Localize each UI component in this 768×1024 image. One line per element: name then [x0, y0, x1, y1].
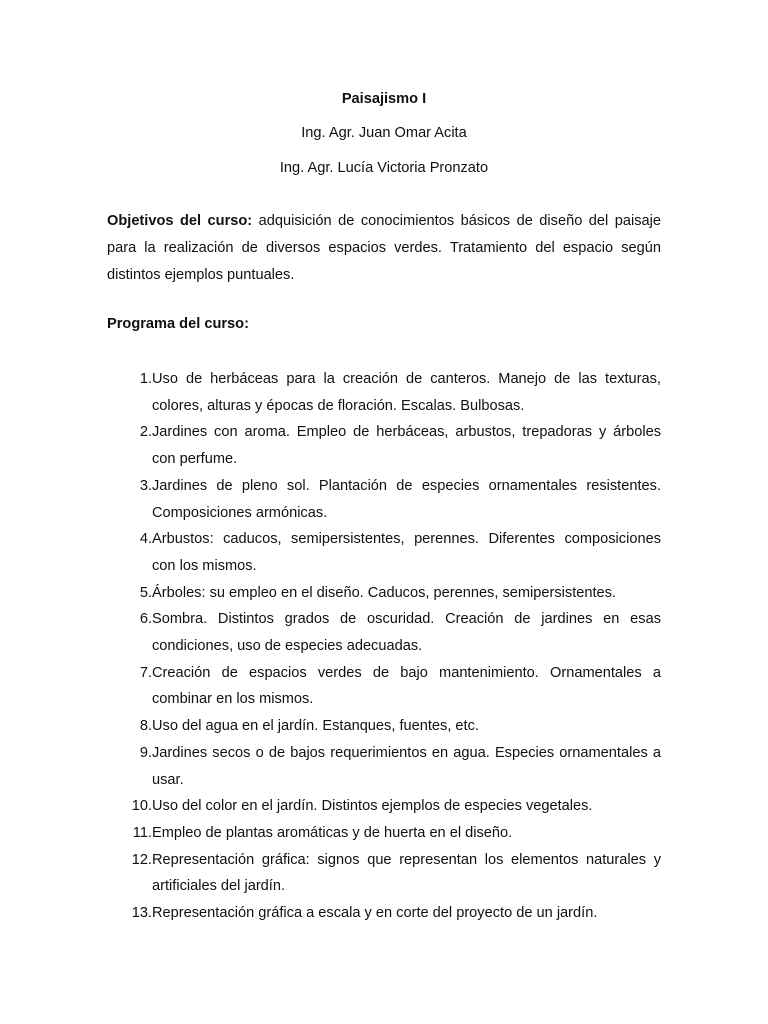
list-item [107, 740, 661, 793]
list-item [107, 473, 661, 526]
list-item-number: 6. [139, 611, 152, 628]
list-item [107, 713, 661, 740]
list-item-number: 3. [139, 477, 152, 494]
list-item-number: 9. [139, 744, 152, 761]
list-item [107, 366, 661, 419]
list-item-number: 4. [139, 531, 152, 548]
objectives-label: Objetivos del curso: [107, 213, 253, 229]
list-item-text: Uso del color en el jardín. Distintos ejemplos de especies vegetales. [152, 798, 593, 815]
list-item [107, 526, 661, 579]
list-item-text: Jardines secos o de bajos requerimientos en agua. Especies ornamentales a usar. [152, 744, 661, 788]
objectives-paragraph [107, 208, 661, 289]
author-line: Ing. Agr. Juan Omar Acita [301, 125, 467, 141]
program-list [107, 366, 661, 927]
list-item-text: Árboles: su empleo en el diseño. Caducos, perennes, semipersistentes. [152, 584, 617, 601]
list-item-text: Uso de herbáceas para la creación de canteros. Manejo de las texturas, colores, alturas y épocas de floración. Escalas. Bulbosas. [152, 371, 661, 414]
list-item [107, 900, 661, 927]
list-item-text: Representación gráfica: signos que representan los elementos naturales y artificiales del jardín. [152, 851, 661, 895]
list-item-text: Representación gráfica a escala y en corte del proyecto de un jardín. [152, 905, 598, 922]
list-item-text: Jardines de pleno sol. Plantación de especies ornamentales resistentes. Composiciones armónicas. [152, 477, 661, 521]
list-item [107, 793, 661, 820]
list-item-number: 13. [131, 905, 152, 922]
list-item-number: 2. [139, 424, 152, 441]
list-item-number: 8. [139, 718, 152, 735]
list-item [107, 847, 661, 900]
list-item [107, 606, 661, 659]
document-title: Paisajismo I [341, 91, 427, 107]
list-item-text: Uso del agua en el jardín. Estanques, fuentes, etc. [152, 718, 479, 735]
list-item-text: Sombra. Distintos grados de oscuridad. Creación de jardines en esas condiciones, uso de especies adecuadas. [152, 611, 661, 655]
list-item-number: 11. [132, 824, 152, 841]
list-item [107, 580, 661, 607]
objectives-text: adquisición de conocimientos básicos de diseño del paisaje para la realización de diversos espacios verdes. Tratamiento del espacio según distintos ejemplos puntuales. [107, 213, 661, 283]
list-item-text: Arbustos: caducos, semipersistentes, perennes. Diferentes composiciones con los mismos. [152, 531, 661, 574]
list-item [107, 820, 661, 847]
list-item-number: 10. [131, 798, 152, 815]
list-item-number: 12. [131, 851, 152, 868]
list-item [107, 660, 661, 713]
program-heading: Programa del curso: [107, 316, 249, 332]
author-line: Ing. Agr. Lucía Victoria Pronzato [279, 160, 489, 176]
list-item-text: Empleo de plantas aromáticas y de huerta en el diseño. [152, 824, 513, 841]
list-item-number: 1. [139, 371, 152, 387]
list-item-text: Creación de espacios verdes de bajo mantenimiento. Ornamentales a combinar en los mismos. [152, 664, 661, 708]
list-item-number: 5. [139, 584, 152, 601]
list-item-number: 7. [139, 664, 152, 681]
list-item [107, 419, 661, 472]
list-item-text: Jardines con aroma. Empleo de herbáceas, arbustos, trepadoras y árboles con perfume. [152, 424, 661, 468]
